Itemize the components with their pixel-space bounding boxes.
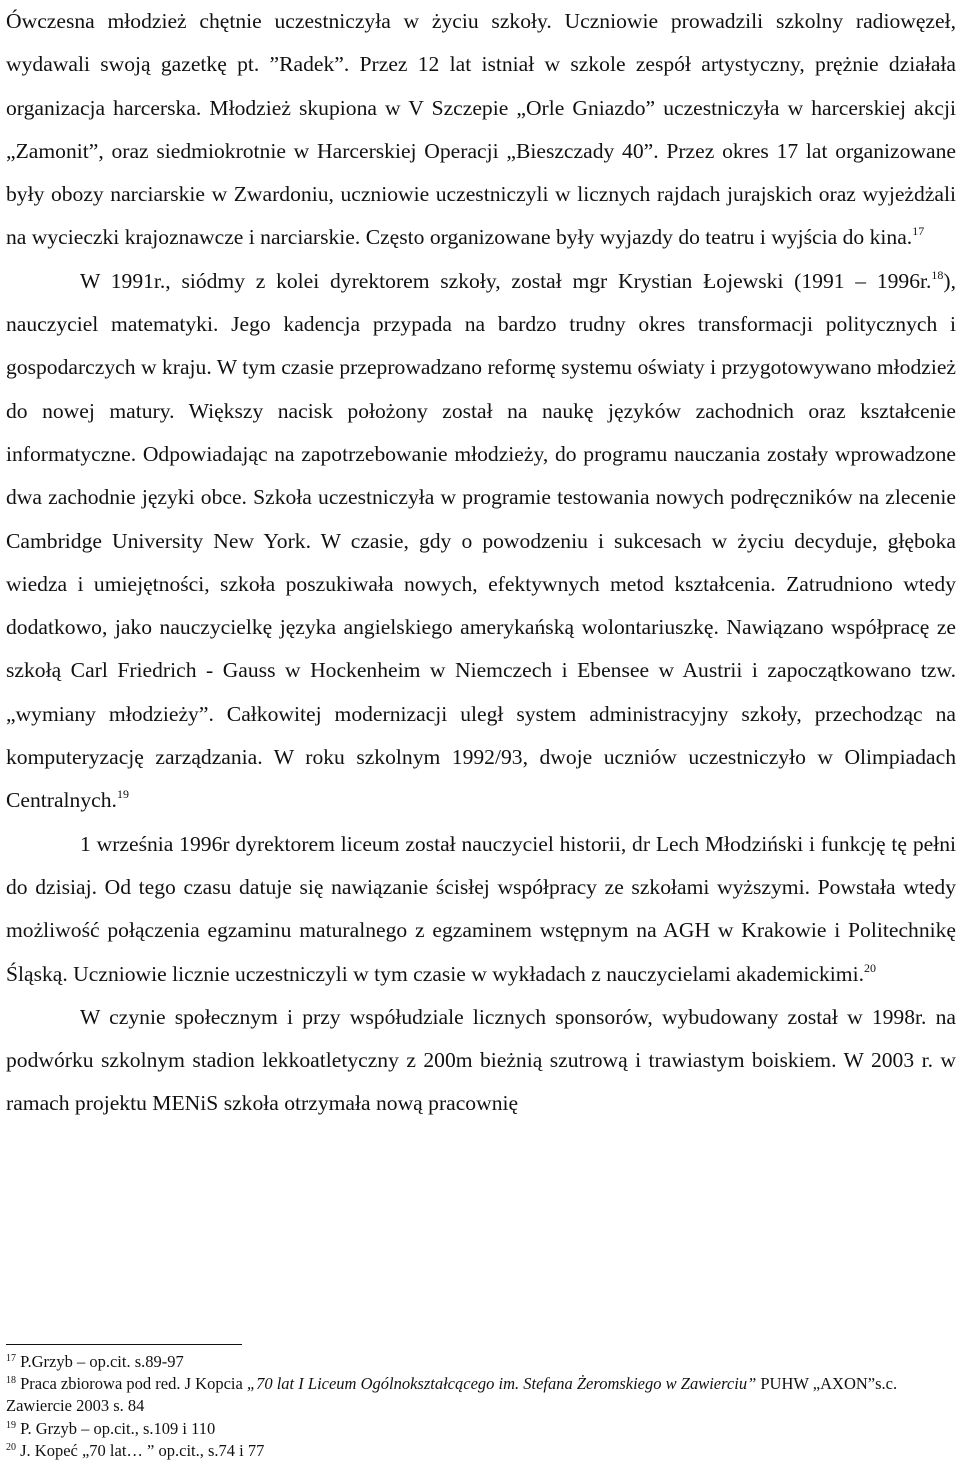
footnote-19 — [6, 1418, 956, 1440]
footnote-ref: 19 — [116, 787, 129, 802]
paragraph-text: ), nauczyciel matematyki. Jego kadencja przypada na bardzo trudny okres transformacji politycznych i gospodarczych w kraju. W tym czasie przeprowadzano reformę systemu oświaty i przygotowywano młodzież do nowej matury. Większy nacisk położony został na naukę języków zachodnich oraz kształcenie informatyczne. Odpowiadając na zapotrzebowanie młodzieży, do programu nauczania zostały wprowadzone dwa zachodnie języki obce. Szkoła uczestniczyła w programie testowania nowych podręczników na zlecenie Cambridge University New York. W czasie, gdy o powodzeniu i sukcesach w życiu decyduje, głęboka wiedza i umiejętności, szkoła poszukiwała nowych, efektywnych metod kształcenia. Zatrudniono wtedy dodatkowo, jako nauczycielkę języka angielskiego amerykańską wolontariuszkę. Nawiązano współpracę ze szkołą Carl Friedrich - Gauss w Hockenheim w Niemczech i Ebensee w Austrii i zapoczątkowano tzw. „wymiany młodzieży”. Całkowitej modernizacji uległ system administracyjny szkoły, przechodząc na komputeryzację zarządzania. W roku szkolnym 1992/93, dwoje uczniów uczestniczyło w Olimpiadach Centralnych. — [6, 268, 956, 813]
footnote-20 — [6, 1440, 956, 1462]
footnote-separator — [6, 1344, 242, 1345]
footnote-18 — [6, 1373, 956, 1417]
footnotes — [6, 1351, 956, 1462]
body-text — [6, 0, 956, 1126]
footnote-text: P.Grzyb – op.cit. s.89-97 — [20, 1352, 184, 1371]
paragraph-3 — [6, 823, 956, 996]
paragraph-1 — [6, 0, 956, 260]
footnote-text: Praca zbiorowa pod red. J Kopcia — [20, 1374, 247, 1394]
footnote-text: PUHW „AXON”s.c. Zawiercie 2003 s. 84 — [6, 1374, 898, 1416]
footnote-title: „70 lat I Liceum Ogólnokształcącego im. Stefana Żeromskiego w Zawierciu” — [246, 1374, 757, 1394]
paragraph-text: W czynie społecznym i przy współudziale licznych sponsorów, wybudowany został w 1998r. na podwórku szkolnym stadion lekkoatletyczny z 200m bieżnią szutrową i trawiastym boiskiem. W 2003 r. w ramach projektu MENiS szkoła otrzymała nową pracownię — [6, 1004, 956, 1116]
footnote-text: P. Grzyb – op.cit., s.109 i 110 — [20, 1418, 216, 1438]
paragraph-text: W 1991r., siódmy z kolei dyrektorem szkoły, został mgr Krystian Łojewski (1991 – 1996r. — [80, 268, 932, 293]
footnote-number: 19 — [6, 1419, 16, 1431]
footnote-number: 18 — [6, 1375, 16, 1387]
footnote-ref: 18 — [931, 267, 944, 282]
footnote-ref: 20 — [864, 960, 877, 975]
footnote-text: J. Kopeć „70 lat… ” op.cit., s.74 i 77 — [20, 1440, 265, 1460]
paragraph-text: Ówczesna młodzież chętnie uczestniczyła w życiu szkoły. Uczniowie prowadzili szkolny radiowęzeł, wydawali swoją gazetkę pt. ”Radek”. Przez 12 lat istniał w szkole zespół artystyczny, prężnie działała organizacja harcerska. Młodzież skupiona w V Szczepie „Orle Gniazdo” uczestniczyła w harcerskiej akcji „Zamonit”, oraz siedmiokrotnie w Harcerskiej Operacji „Bieszczady 40”. Przez okres 17 lat organizowane były obozy narciarskie w Zwardoniu, uczniowie uczestniczyli w licznych rajdach jurajskich oraz wyjeżdżali na wycieczki krajoznawcze i narciarskie. Często organizowane były wyjazdy do teatru i wyjścia do kina. — [6, 9, 956, 250]
footnote-number: 17 — [6, 1353, 16, 1364]
paragraph-text: 1 września 1996r dyrektorem liceum został nauczyciel historii, dr Lech Młodziński i funkcję tę pełni do dzisiaj. Od tego czasu datuje się nawiązanie ścisłej współpracy ze szkołami wyższymi. Powstała wtedy możliwość połączenia egzaminu maturalnego z egzaminem wstępnym na AGH w Krakowie i Politechnikę Śląską. Uczniowie licznie uczestniczyli w tym czasie w wykładach z nauczycielami akademickimi. — [6, 831, 956, 986]
document-page — [6, 0, 956, 1460]
paragraph-2 — [6, 260, 956, 823]
footnote-number: 20 — [6, 1441, 16, 1453]
paragraph-4 — [6, 996, 956, 1126]
footnote-ref: 17 — [912, 224, 925, 239]
footnote-17 — [6, 1351, 956, 1373]
